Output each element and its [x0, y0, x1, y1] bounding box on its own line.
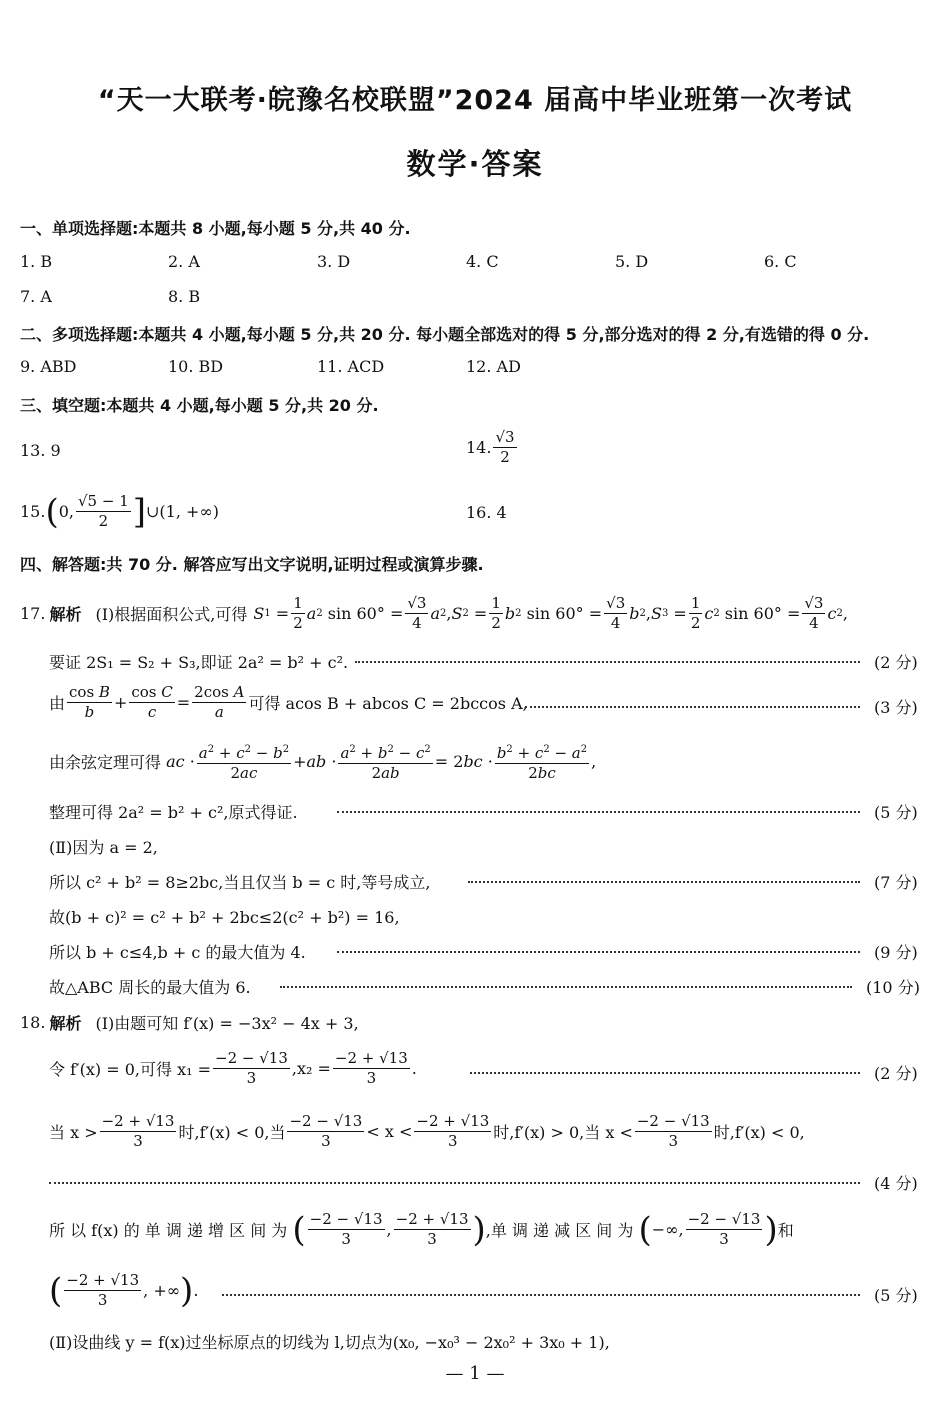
- section-3-heading: 三、填空题:本题共 4 小题,每小题 5 分,共 20 分.: [20, 396, 379, 415]
- q18-line-7: (Ⅱ)设曲线 y = f(x)过坐标原点的切线为 l,切点为(x₀, −x₀³ − 2x₀² + 3x₀ + 1),: [49, 1333, 610, 1352]
- answer-11: 11. ACD: [317, 357, 385, 376]
- section-4-note: 解答应写出文字说明,证明过程或演算步骤.: [183, 555, 484, 574]
- fraction: $\frac{√5 - 1}{2}$: [77, 492, 129, 530]
- q17-line-5: 整理可得 2a² = b² + c²,原式得证.: [49, 803, 298, 822]
- dotted-leader: [222, 1292, 860, 1296]
- answer-5: 5. D: [615, 252, 649, 271]
- dotted-leader: [49, 1180, 860, 1184]
- q17-line-3: 由 $\frac{\text{cos B}}{b}$ + $\frac{\text{cos C}}{c}$ = $\frac{\text{2cos A}}{a}$ 可得 acos B + abcos C = 2bccos A,: [49, 683, 528, 721]
- answer-15: 15. ( 0, $\frac{√5 - 1}{2}$ ] ∪(1, +∞): [20, 491, 219, 532]
- dotted-leader: [468, 879, 860, 883]
- q18-line-3: 当 x > $\frac{-2 + √13}{3}$ 时,f′(x) < 0,当 $\frac{-2 - √13}{3}$ < x < $\frac{-2 + √13}{3}$ 时,f′(x) > 0,当 x < $\frac{-2 - √13}{3}$ 时,f′(x) < 0,: [49, 1112, 805, 1150]
- q17-line-8: 故(b + c)² = c² + b² + 2bc≤2(c² + b²) = 16,: [49, 908, 400, 927]
- answer-7: 7. A: [20, 287, 52, 306]
- q17-line-1: 17. 解析 (Ⅰ)根据面积公式,可得 S 1 = $\frac{1}{2}$ a 2 sin 60° = $\frac{√3}{4}$ a 2 , S 2 = $\frac{1}{2}$ b 2 sin 60° = $\frac{√3}{4}$ b 2 , S 3 = $\frac{1}{2}$ c 2 sin 60° = $\frac{√3}{4}$ c 2 ,: [20, 594, 848, 632]
- dotted-leader: [280, 984, 852, 988]
- q18-line-6: ( $\frac{-2 + √13}{3}$ , +∞ ) .: [49, 1270, 199, 1311]
- answer-12: 12. AD: [466, 357, 521, 376]
- score-mark: (2 分): [874, 1064, 918, 1083]
- dotted-leader: [525, 704, 860, 708]
- page-subtitle: 数学·答案: [406, 147, 544, 181]
- dotted-leader: [470, 1070, 860, 1074]
- section-4-heading: [20, 552, 484, 575]
- q18-line-5: 所 以 f(x) 的 单 调 递 增 区 间 为 ( $\frac{-2 - √13}{3}$ , $\frac{-2 + √13}{3}$ ) ,单 调 递 减 区 间 为 ( −∞, $\frac{-2 - √13}{3}$ ) 和: [49, 1209, 794, 1250]
- answer-1: 1. B: [20, 252, 53, 271]
- score-mark: (9 分): [874, 943, 918, 962]
- q17-line-4: 由余弦定理可得 ac · $\frac{a^2 + c^2 - b^2}{2ac}$ + ab · $\frac{a^2 + b^2 - c^2}{2ab}$ = 2 bc · $\frac{b^2 + c^2 - a^2}{2bc}$ ,: [49, 740, 596, 783]
- q17-line-7: 所以 c² + b² = 8≥2bc,当且仅当 b = c 时,等号成立,: [49, 873, 431, 892]
- section-2-title: 二、多项选择题:本题共 4 小题,每小题 5 分,共 20 分.: [20, 325, 411, 344]
- dotted-leader: [337, 949, 860, 953]
- score-mark: (5 分): [874, 1286, 918, 1305]
- q18-line-2: 令 f′(x) = 0,可得 x₁ = $\frac{-2 - √13}{3}$ ,x₂ = $\frac{-2 + √13}{3}$ .: [49, 1049, 417, 1087]
- answer-4: 4. C: [466, 252, 499, 271]
- answer-3: 3. D: [317, 252, 351, 271]
- page-number: — 1 —: [445, 1363, 505, 1384]
- score-mark: (4 分): [874, 1174, 918, 1193]
- answer-2: 2. A: [168, 252, 200, 271]
- score-mark: (3 分): [874, 698, 918, 717]
- fraction: $\frac{√3}{2}$: [495, 428, 515, 466]
- answer-8: 8. B: [168, 287, 201, 306]
- score-mark: (10 分): [866, 978, 920, 997]
- section-2-note: 每小题全部选对的得 5 分,部分选对的得 2 分,有选错的得 0 分.: [416, 325, 870, 344]
- section-2-heading: [20, 322, 869, 345]
- dotted-leader: [337, 809, 860, 813]
- answer-13: 13. 9: [20, 441, 61, 460]
- score-mark: (5 分): [874, 803, 918, 822]
- dotted-leader: [355, 659, 860, 663]
- q17-line-10: 故△ABC 周长的最大值为 6.: [49, 978, 251, 997]
- q18-line-1: 18. 解析 (Ⅰ)由题可知 f′(x) = −3x² − 4x + 3,: [20, 1013, 359, 1033]
- answer-10: 10. BD: [168, 357, 224, 376]
- answer-9: 9. ABD: [20, 357, 77, 376]
- page-title: “天一大联考·皖豫名校联盟”2024 届高中毕业班第一次考试: [97, 85, 853, 116]
- q17-line-2: 要证 2S₁ = S₂ + S₃,即证 2a² = b² + c².: [49, 653, 349, 672]
- answer-14: 14. $\frac{√3}{2}$: [466, 428, 515, 466]
- q17-line-6: (Ⅱ)因为 a = 2,: [49, 838, 158, 857]
- score-mark: (2 分): [874, 653, 918, 672]
- score-mark: (7 分): [874, 873, 918, 892]
- answer-6: 6. C: [764, 252, 797, 271]
- section-1-heading: 一、单项选择题:本题共 8 小题,每小题 5 分,共 40 分.: [20, 219, 411, 238]
- section-4-title: 四、解答题:共 70 分.: [20, 555, 178, 574]
- answer-16: 16. 4: [466, 503, 507, 522]
- q17-line-9: 所以 b + c≤4,b + c 的最大值为 4.: [49, 943, 306, 962]
